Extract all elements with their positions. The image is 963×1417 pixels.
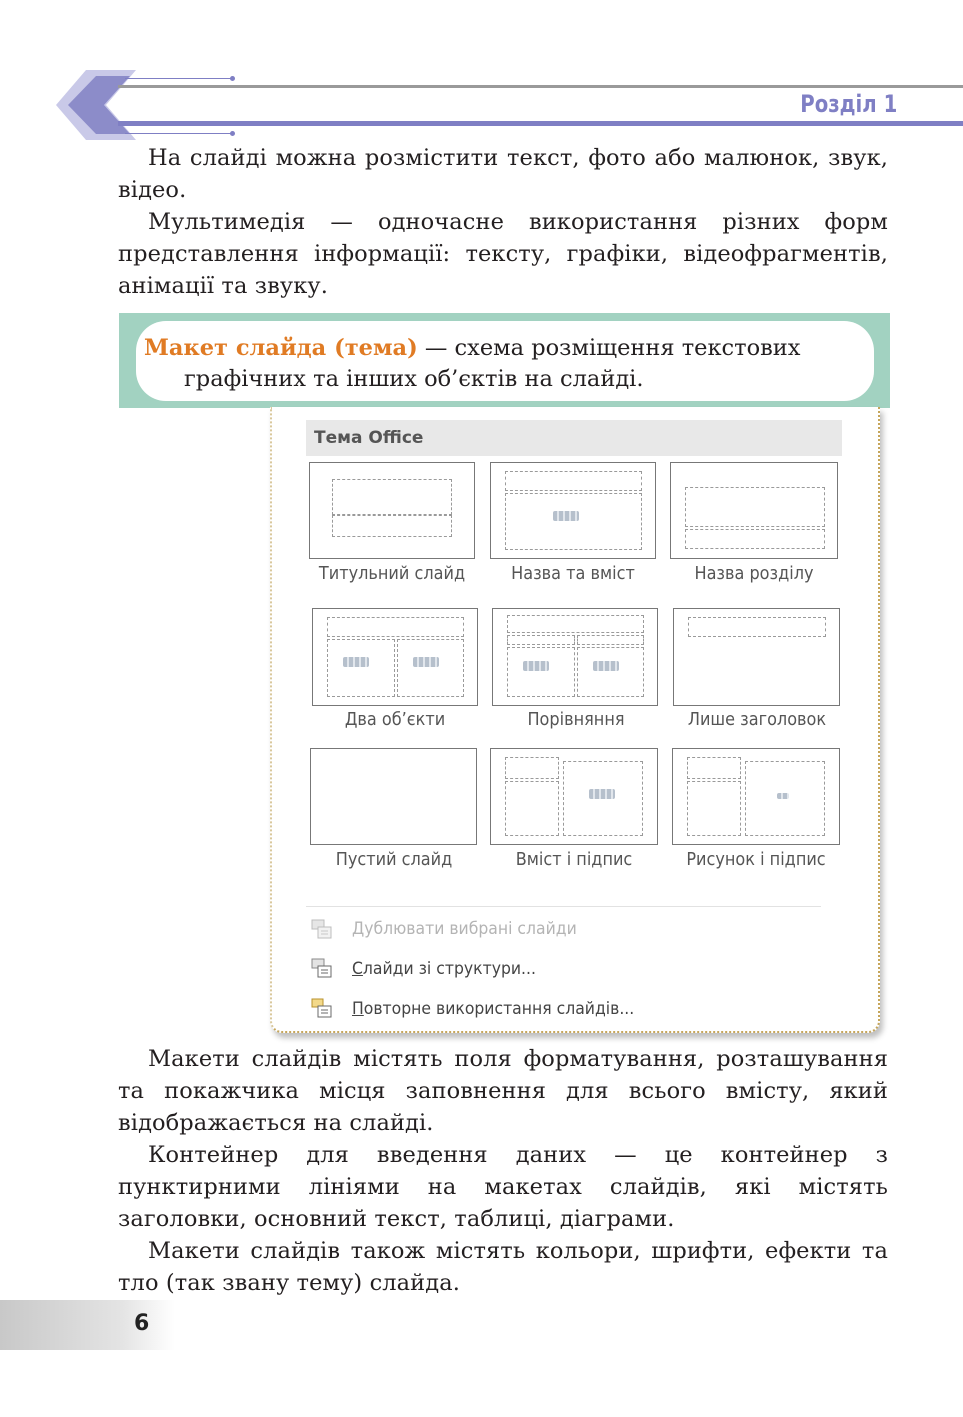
accelerator-key: П xyxy=(352,999,364,1019)
layout-thumb-content-caption[interactable] xyxy=(490,748,658,845)
reuse-slides-command[interactable] xyxy=(352,999,634,1019)
layout-label: Порівняння xyxy=(527,710,625,730)
layout-thumb-section-header[interactable] xyxy=(670,462,838,559)
paragraph: Макети слайдів містять поля форматування, розташування та покажчика місця заповнення для всього вмісту, який відображається на слайді. xyxy=(118,1046,888,1136)
layout-thumb-picture-caption[interactable] xyxy=(672,748,840,845)
layout-thumb-two-content[interactable] xyxy=(312,608,478,706)
intro-text xyxy=(118,142,888,302)
page-number: 6 xyxy=(134,1311,150,1336)
body-text xyxy=(118,1043,888,1299)
layout-thumb-blank[interactable] xyxy=(310,748,477,845)
layout-label: Два об’єкти xyxy=(344,710,446,730)
layout-label: Титульний слайд xyxy=(318,564,466,584)
section-label: Розділ 1 xyxy=(800,90,897,118)
theme-title: Тема Office xyxy=(306,420,842,456)
definition-line-2: графічних та інших об’єктів на слайді. xyxy=(184,366,644,392)
layout-thumb-title-slide[interactable] xyxy=(309,462,475,559)
layout-thumb-title-content[interactable] xyxy=(490,462,656,559)
layout-label: Вміст і підпис xyxy=(515,850,633,870)
accelerator-key: С xyxy=(352,959,363,979)
layout-thumb-comparison[interactable] xyxy=(492,608,658,706)
slides-from-outline-icon xyxy=(311,957,333,979)
paragraph: Макети слайдів також містять кольори, шрифти, ефекти та тло (так звану тему) слайда. xyxy=(118,1238,888,1296)
chevron-left-icon xyxy=(56,70,136,140)
definition-content xyxy=(136,321,874,401)
definition-text: — схема розміщення текстових xyxy=(417,335,801,361)
reuse-slides-icon xyxy=(311,997,333,1019)
header-dot xyxy=(230,76,235,81)
duplicate-slides-command[interactable]: Дублювати вибрані слайди xyxy=(352,919,577,939)
paragraph: Контейнер для введення даних — це контейнер з пунктирними лініями на макетах слайдів, які містять заголовки, основний текст, таблиці, діаграми. xyxy=(118,1142,888,1232)
paragraph: Мультимедія — одночасне використання різних форм представлення інформації: тексту, графіки, відеофрагментів, анімації та звуку. xyxy=(118,209,888,299)
divider xyxy=(306,906,821,907)
header-rule-accent xyxy=(118,121,963,126)
definition-term: Макет слайда (тема) xyxy=(144,335,418,361)
header-rule-grey xyxy=(118,85,963,88)
command-label: лайди зі структури... xyxy=(362,959,536,979)
layout-thumb-title-only[interactable] xyxy=(673,608,840,706)
paragraph: На слайді можна розмістити текст, фото або малюнок, звук, відео. xyxy=(118,145,888,203)
header-dot xyxy=(230,131,235,136)
layout-label: Пустий слайд xyxy=(335,850,453,870)
header-rule-thin-top xyxy=(125,78,233,79)
layout-label: Назва та вміст xyxy=(511,564,635,584)
layout-label: Рисунок і підпис xyxy=(686,850,826,870)
duplicate-slides-icon xyxy=(311,918,333,940)
header-rule-thin-bottom xyxy=(125,133,233,134)
definition-line-1 xyxy=(144,333,860,364)
layout-label: Назва розділу xyxy=(694,564,814,584)
command-label: овторне використання слайдів... xyxy=(363,999,635,1019)
slides-from-outline-command[interactable] xyxy=(352,959,536,979)
layout-label: Лише заголовок xyxy=(687,710,827,730)
